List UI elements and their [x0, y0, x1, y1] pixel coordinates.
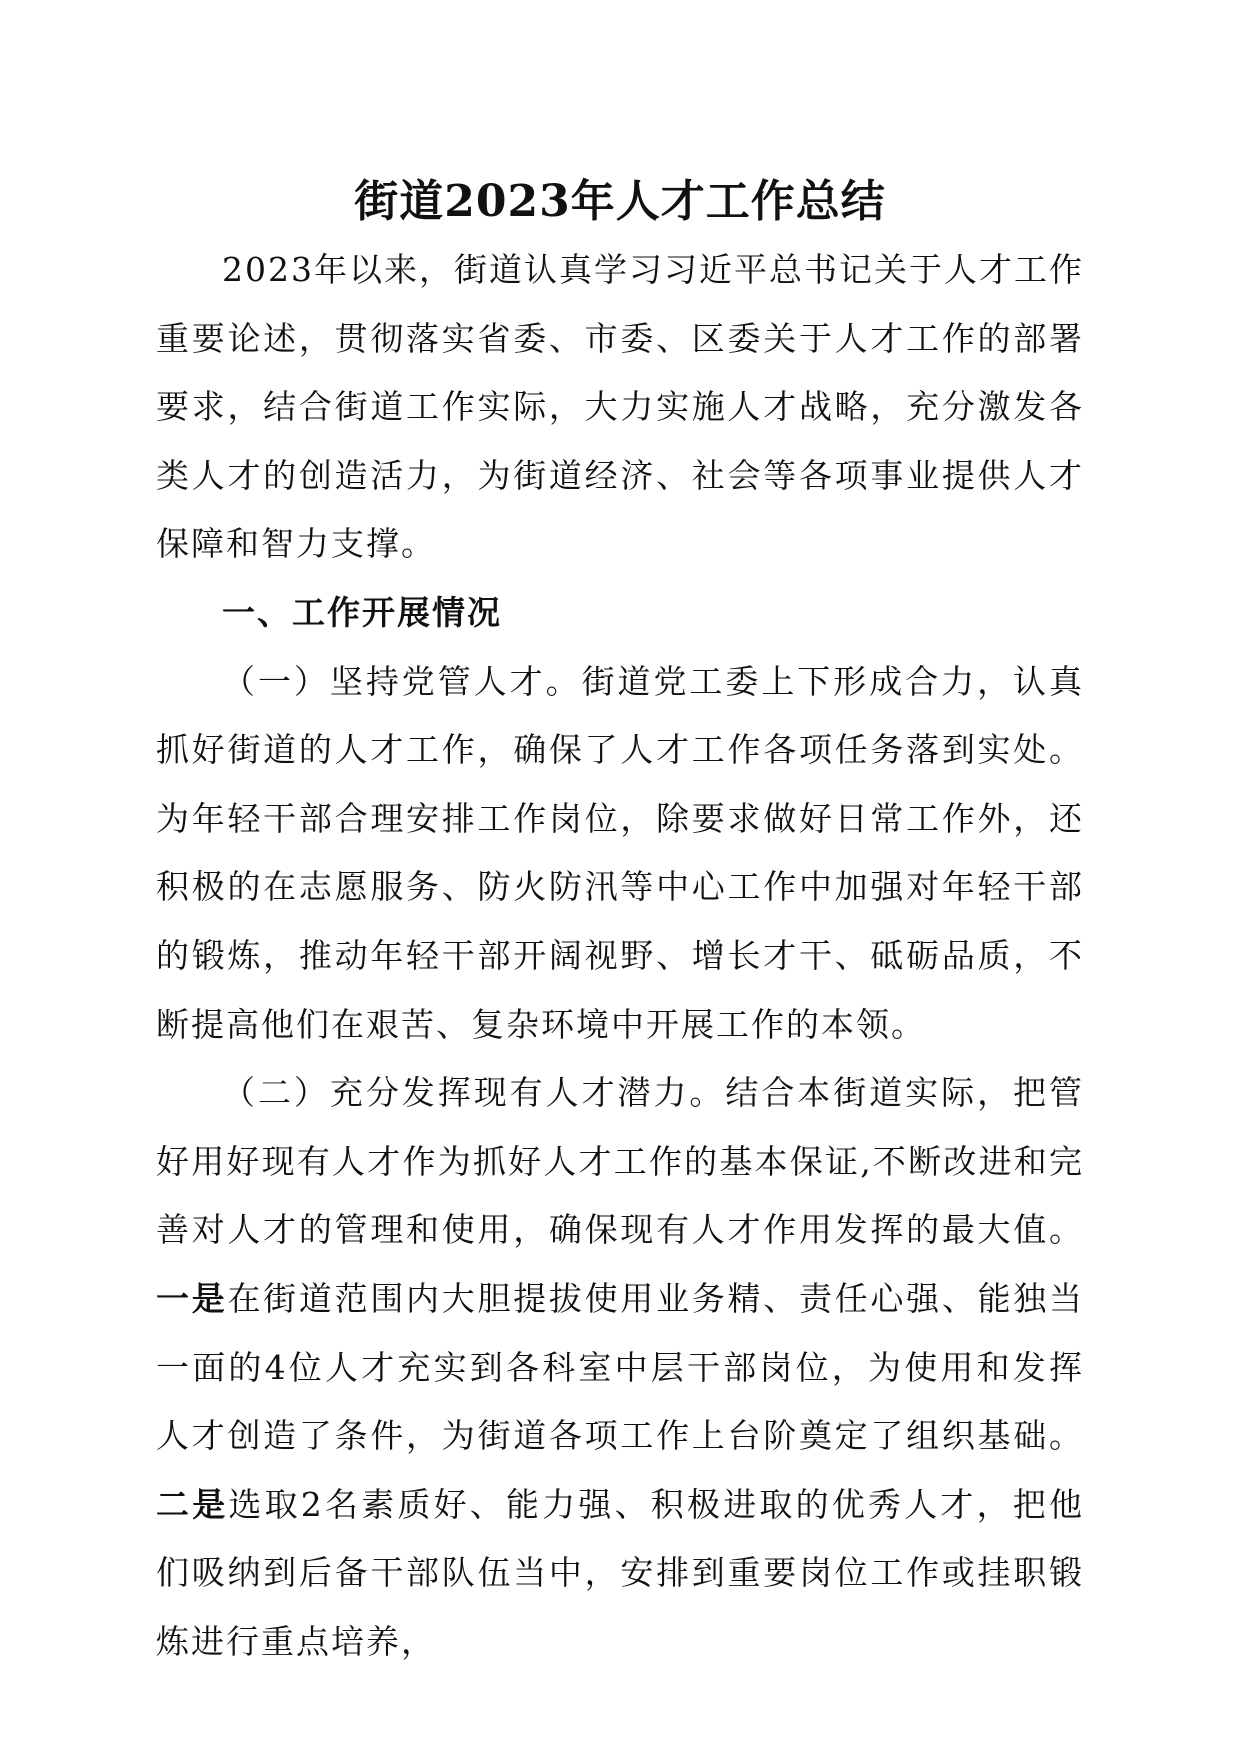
- document-page: [156, 172, 1084, 1676]
- item-paragraph-1: （一）坚持党管人才。街道党工委上下形成合力，认真抓好街道的人才工作，确保了人才工作各项任务落到实处。为年轻干部合理安排工作岗位，除要求做好日常工作外，还积极的在志愿服务、防火防汛等中心工作中加强对年轻干部的锻炼，推动年轻干部开阔视野、增长才干、砥砺品质，不断提高他们在艰苦、复杂环境中开展工作的本领。: [156, 661, 1084, 1044]
- item2-lead-first: 一是: [156, 1278, 228, 1318]
- item2-text-part1: （二）充分发挥现有人才潜力。结合本街道实际，把管好用好现有人才作为抓好人才工作的基本保证,不断改进和完善对人才的管理和使用，确保现有人才作用发挥的最大值。: [156, 1073, 1084, 1250]
- intro-paragraph: 2023年以来，街道认真学习习近平总书记关于人才工作重要论述，贯彻落实省委、市委、区委关于人才工作的部署要求，结合街道工作实际，大力实施人才战略，充分激发各类人才的创造活力，为街道经济、社会等各项事业提供人才保障和智力支撑。: [156, 250, 1084, 564]
- item2-lead-second: 二是: [156, 1484, 229, 1524]
- section-heading-work-progress: 一、工作开展情况: [222, 592, 502, 632]
- document-title: 街道2023年人才工作总结: [354, 176, 886, 227]
- item-paragraph-2: [156, 1059, 1084, 1676]
- item2-text-part2: 在街道范围内大胆提拔使用业务精、责任心强、能独当一面的4位人才充实到各科室中层干部岗位，为使用和发挥人才创造了条件，为街道各项工作上台阶奠定了组织基础。: [156, 1278, 1085, 1456]
- item2-text-part3: 选取2名素质好、能力强、积极进取的优秀人才，把他们吸纳到后备干部队伍当中，安排到重要岗位工作或挂职锻炼进行重点培养，: [156, 1484, 1085, 1661]
